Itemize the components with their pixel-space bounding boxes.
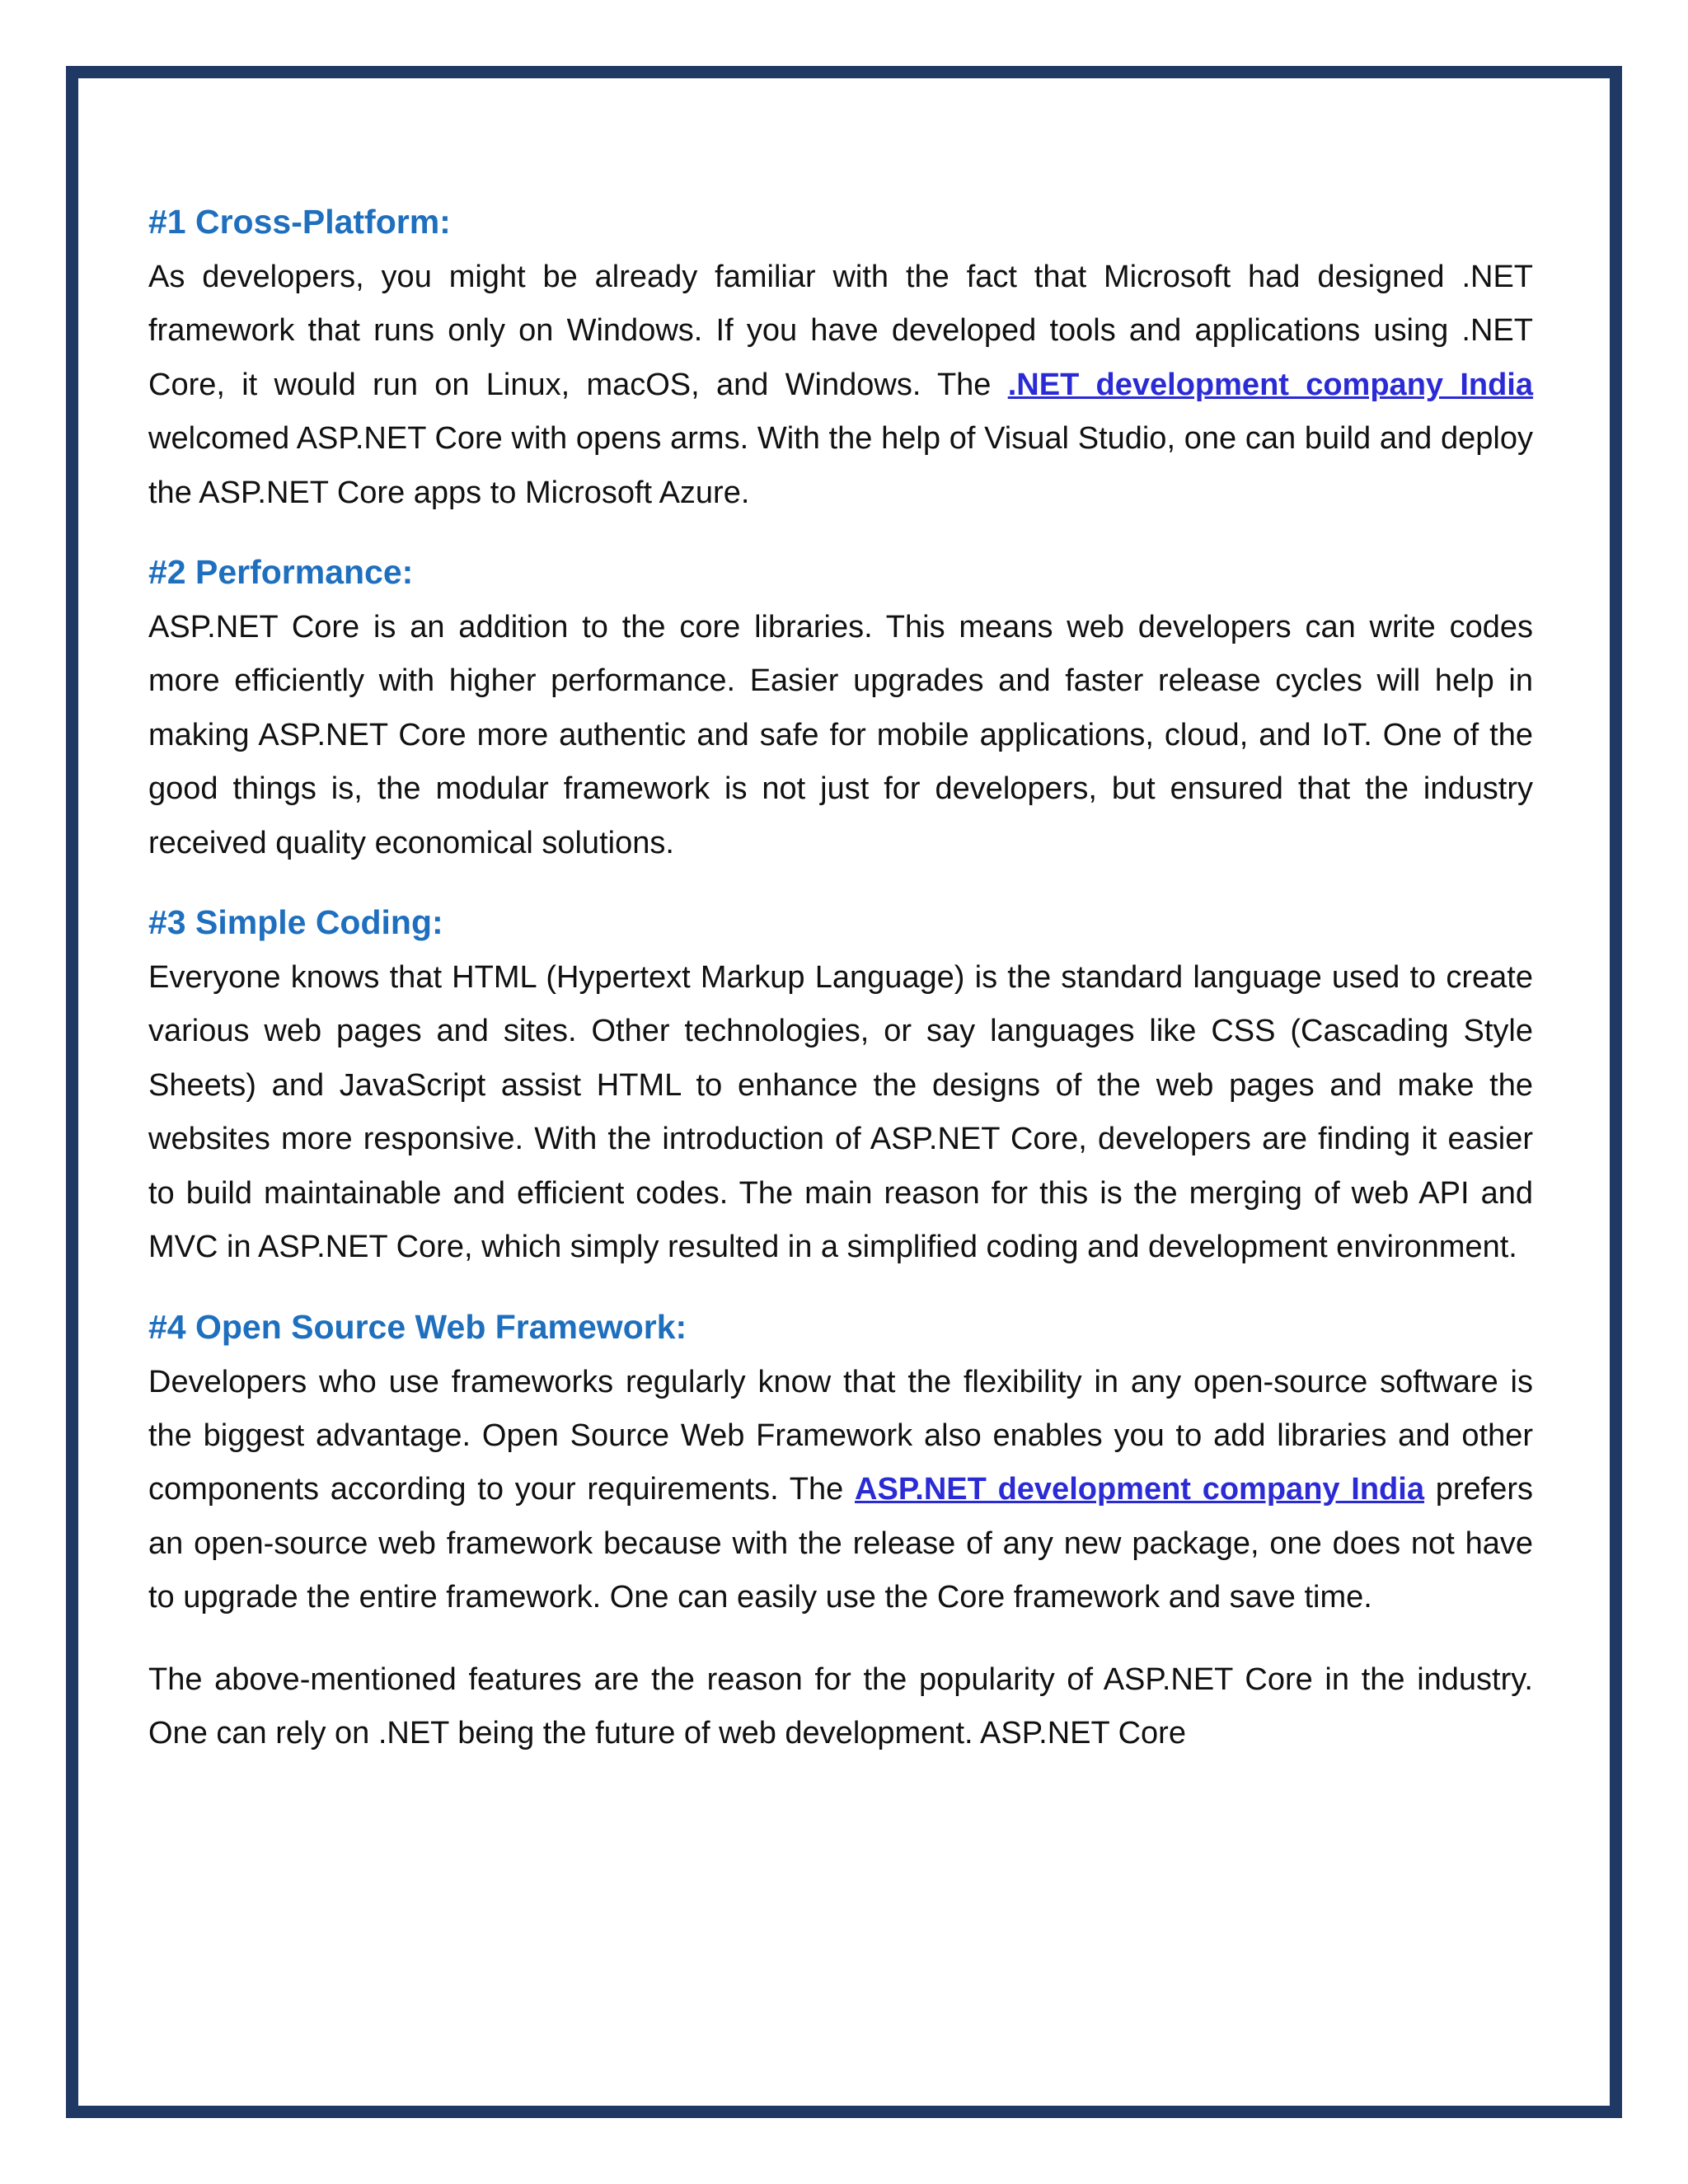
conclusion-paragraph: The above-mentioned features are the reason for the popularity of ASP.NET Core in the industry. One can rely on .NET being the future of web development. ASP.NET Core (148, 1661, 1533, 1750)
section-simple-coding (148, 898, 1533, 1274)
paragraph-text: welcomed ASP.NET Core with opens arms. With the help of Visual Studio, one can build and deploy the ASP.NET Core apps to Microsoft Azure. (148, 421, 1533, 510)
section-heading: #2 Performance: (148, 553, 414, 592)
section-paragraph (148, 1356, 1533, 1625)
paragraph-text: prefers an open-source web framework because with the release of any new package, one does not have to upgrade the entire framework. One can easily use the Core framework and save time. (148, 1472, 1533, 1615)
section-heading: #1 Cross-Platform: (148, 203, 451, 241)
dotnet-company-link[interactable]: .NET development company India (1007, 367, 1533, 402)
section-paragraph: Everyone knows that HTML (Hypertext Markup Language) is the standard language used to create various web pages and sites. Other technologies, or say languages like CSS (Cascading Style Sheets) and JavaScript assist HTML to enhance the designs of the web pages and make the websites more responsive. With the introduction of ASP.NET Core, developers are finding it easier to build maintainable and efficient codes. The main reason for this is the merging of web API and MVC in ASP.NET Core, which simply resulted in a simplified coding and development environment. (148, 960, 1533, 1265)
section-paragraph: ASP.NET Core is an addition to the core libraries. This means web developers can write codes more efficiently with higher performance. Easier upgrades and faster release cycles will help in making ASP.NET Core more authentic and safe for mobile applications, cloud, and IoT. One of the good things is, the modular framework is not just for developers, but ensured that the industry received quality economical solutions. (148, 610, 1533, 860)
section-cross-platform (148, 198, 1533, 520)
aspnet-company-link[interactable]: ASP.NET development company India (855, 1472, 1424, 1507)
section-open-source (148, 1303, 1533, 1625)
section-heading: #4 Open Source Web Framework: (148, 1307, 687, 1346)
section-paragraph (148, 251, 1533, 520)
paragraph-text: As developers, you might be already familiar with the fact that Microsoft had designed .NET framework that runs only on Windows. If you have developed tools and applications using .NET Core, it would run on Linux, macOS, and Windows. The (148, 260, 1533, 402)
section-performance (148, 548, 1533, 870)
document-body (148, 198, 1533, 1760)
section-heading: #3 Simple Coding: (148, 903, 443, 942)
paragraph-text: Developers who use frameworks regularly know that the flexibility in any open-source software is the biggest advantage. Open Source Web Framework also enables you to add libraries and other components according to your requirements. The (148, 1364, 1533, 1507)
